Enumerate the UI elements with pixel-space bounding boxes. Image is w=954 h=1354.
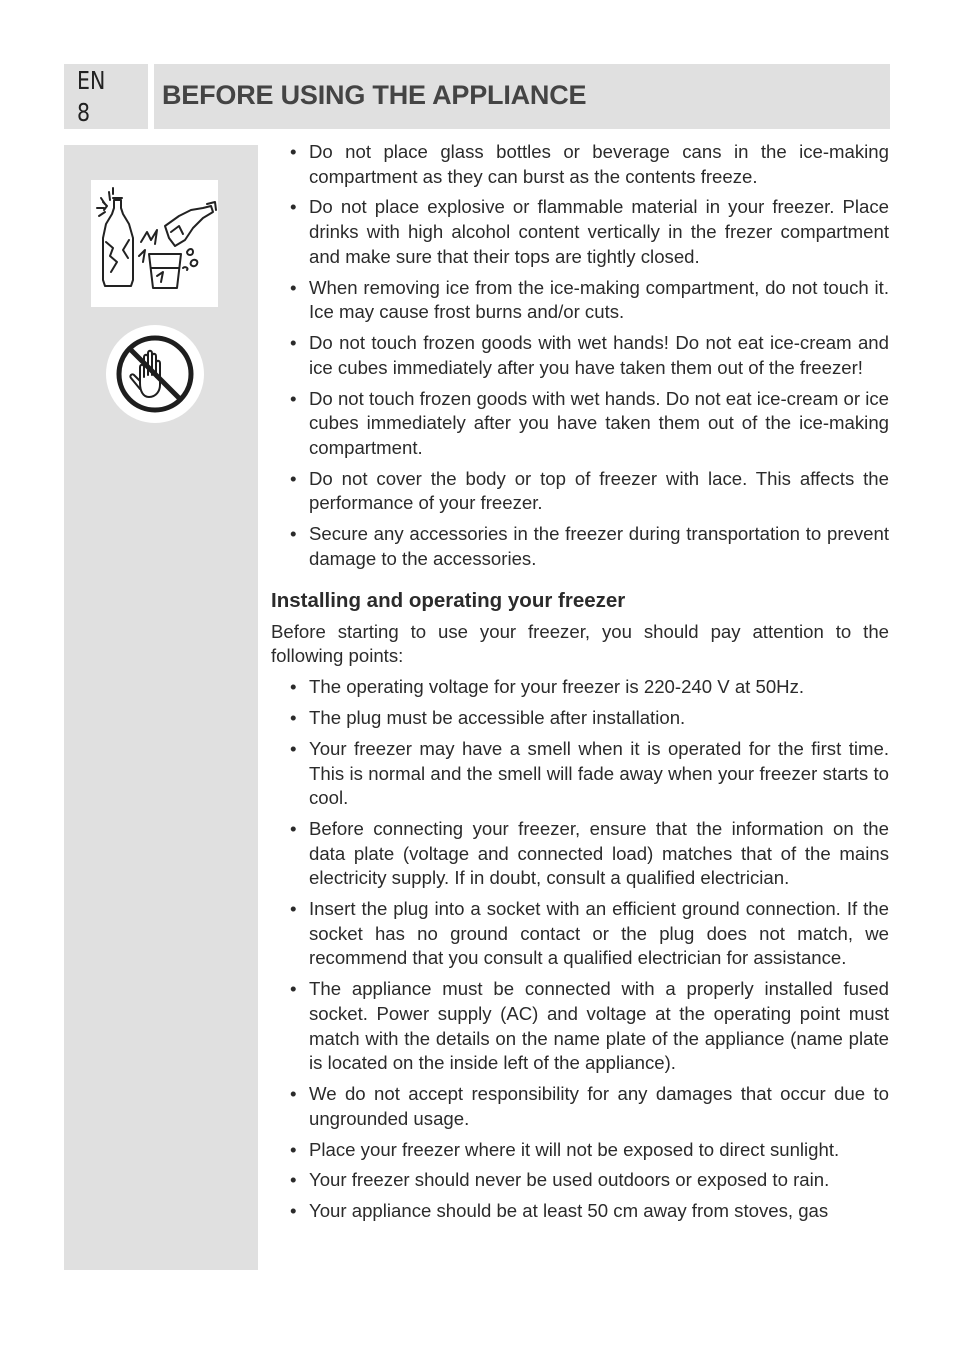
list-item: • Your freezer should never be used outdoors or exposed to rain. xyxy=(271,1168,889,1193)
list-item: • Place your freezer where it will not be exposed to direct sunlight. xyxy=(271,1138,889,1163)
list-item: • Before connecting your freezer, ensure that the information on the data plate (voltage and connected load) matches that of the mains electricity supply. If in doubt, consult a qualified electrician. xyxy=(271,817,889,891)
list-item: • Do not cover the body or top of freezer with lace. This affects the performance of your freezer. xyxy=(271,467,889,516)
list-item: • When removing ice from the ice-making compartment, do not touch it. Ice may cause frost burns and/or cuts. xyxy=(271,276,889,325)
list-item: • Do not touch frozen goods with wet hands! Do not eat ice-cream and ice cubes immediately after you have taken them out of the freezer! xyxy=(271,331,889,380)
list-item: • We do not accept responsibility for any damages that occur due to ungrounded usage. xyxy=(271,1082,889,1131)
install-points-list xyxy=(271,675,889,1224)
list-item: • The appliance must be connected with a properly installed fused socket. Power supply (AC) and voltage at the operating point must match with the details on the name plate of the appliance (name plate is located on the inside left of the appliance). xyxy=(271,977,889,1075)
language-code: EN xyxy=(77,66,106,95)
page-number: 8 xyxy=(77,98,91,127)
no-touch-hand-icon xyxy=(106,325,204,423)
list-item: • Your appliance should be at least 50 cm away from stoves, gas xyxy=(271,1199,889,1224)
list-item: • Secure any accessories in the freezer during transportation to prevent damage to the accessories. xyxy=(271,522,889,571)
broken-bottles-icon xyxy=(91,180,218,307)
list-item: • The plug must be accessible after installation. xyxy=(271,706,889,731)
warnings-list xyxy=(271,140,889,571)
list-item: • Insert the plug into a socket with an efficient ground connection. If the socket has no ground contact or the plug does not match, we recommend that you consult a qualified electrician for assistance. xyxy=(271,897,889,971)
list-item: • Your freezer may have a smell when it is operated for the first time. This is normal and the smell will fade away when your freezer starts to cool. xyxy=(271,737,889,811)
list-item: • Do not place explosive or flammable material in your freezer. Place drinks with high alcohol content vertically in the frezer compartment and make sure that their tops are tightly closed. xyxy=(271,195,889,269)
section-title-bar xyxy=(154,64,890,129)
page-title: BEFORE USING THE APPLIANCE xyxy=(162,80,587,110)
list-item: • The operating voltage for your freezer is 220-240 V at 50Hz. xyxy=(271,675,889,700)
sidebar xyxy=(64,145,258,1270)
main-content xyxy=(271,140,889,1230)
section-heading: Installing and operating your freezer xyxy=(271,589,626,613)
list-item: • Do not touch frozen goods with wet hands. Do not eat ice-cream or ice cubes immediately after you have taken them out of the ice-making compartment. xyxy=(271,387,889,461)
list-item: • Do not place glass bottles or beverage cans in the ice-making compartment as they can burst as the contents freeze. xyxy=(271,140,889,189)
section-intro: Before starting to use your freezer, you should pay attention to the following points: xyxy=(271,620,889,667)
language-page-box xyxy=(64,64,148,129)
